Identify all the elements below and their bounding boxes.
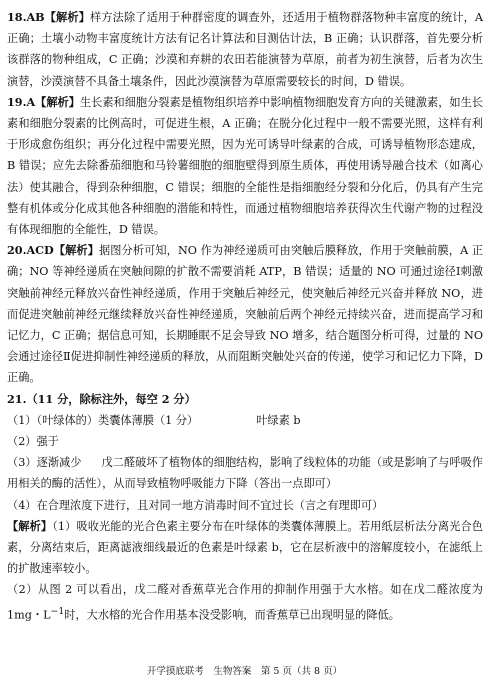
- explanation-21-2-sup: −1: [50, 605, 65, 617]
- answer-19: [7, 92, 483, 240]
- answer-18-text: 样方法除了适用于种群密度的调查外，还适用于植物群落物种丰富度的统计，A 正确；土壤小动物丰富度统计方法有记名计算法和目测估计法，B 正确；认识群落，首先要分析该群落的物种组成，C 正确；沙漠和弃耕的农田若能演替为草原，前者为初生演替，后者为次生演替，沙漠演替不具备土壤条件，因此沙漠演替为草原需要较长的时间，D 错误。: [7, 11, 483, 88]
- document-body: [7, 7, 483, 626]
- answer-21-4: （4）在合理浓度下进行，且对同一地方消毒时间不宜过长（言之有理即可）: [7, 498, 384, 512]
- explanation-21-head: 【解析】: [7, 518, 53, 533]
- answer-19-head: 19.A【解析】: [7, 94, 80, 109]
- answer-21-3-right: 戊二醛破坏了植物体的细胞结构，影响了线粒体的功能（或是影响了与呼吸作用相关的酶的活性），从而导致植物呼吸能力下降（答出一点即可）: [7, 456, 483, 491]
- answer-18-head: 18.AB【解析】: [7, 10, 91, 24]
- page-footer: 开学摸底联考 生物答案 第 5 页（共 8 页）: [146, 666, 343, 677]
- answer-21-1: [7, 410, 483, 431]
- explanation-21-2-a: （2）从图 2 可以看出，戊二醛对香蕉草光合作用的抑制作用强于大水榕。如在戊二醛浓度为 1mg・L: [7, 583, 483, 622]
- answer-20-head: 20.ACD【解析】: [7, 243, 99, 258]
- answer-21-1-left: （1）（叶绿体的）类囊体薄膜（1 分）: [7, 413, 199, 427]
- explanation-21-1-text: （1）吸收光能的光合色素主要分布在叶绿体的类囊体薄膜上。若用纸层析法分离光合色素，分离结束后，距离滤液细线最近的色素是叶绿素 b，它在层析液中的溶解度较小，在滤纸上的扩散速率较小。: [7, 519, 483, 576]
- answer-21-2: （2）强于: [7, 435, 59, 449]
- explanation-21-1: [7, 516, 483, 580]
- answer-21-1-right: 叶绿素 b: [256, 413, 301, 427]
- answer-18: [7, 7, 483, 92]
- answer-21-head: 21.（11 分，除标注外，每空 2 分）: [7, 391, 196, 406]
- answer-21-3-left: （3）逐渐减少: [7, 456, 82, 470]
- explanation-21-2-b: 时，大水榕的光合作用基本没受影响，而香蕉草已出现明显的降低。: [64, 608, 400, 622]
- answer-21-3: [7, 452, 483, 494]
- answer-20-text: 据图分析可知，NO 作为神经递质可由突触后膜释放，作用于突触前膜，A 正确；NO 等神经递质在突触间隙的扩散不需要消耗 ATP，B 错误；适量的 NO 可通过途径Ⅰ刺激突触前神经元释放兴奋性神经递质，作用于突触后神经元，使突触后神经元兴奋并释放 NO，进而促进突触前神经元继续释放兴奋性神经递质，突触前后两个神经元持续兴奋，进而提高学习和记忆力，C 正确；据信息可知，长期睡眠不足会导致 NO 增多，结合题图分析可得，过量的 NO 会通过途径Ⅱ促进抑制性神经递质的释放，从而阻断突触处兴奋的传递，使学习和记忆力下降，D 正确。: [7, 244, 484, 385]
- answer-19-text: 生长素和细胞分裂素是植物组织培养中影响植物细胞发育方向的关键激素，如生长素和细胞分裂素的比例高时，可促进生根，A 正确；在脱分化过程中一般不需要光照，这样有利于形成愈伤组织；再分化过程中需要光照，因为光可诱导叶绿素的合成，可诱导植物形态建成，B 错误；应先去除番茄细胞和马铃薯细胞的细胞壁得到原生质体，再使用诱导融合技术（如离心法）使其融合，得到杂种细胞，C 错误；细胞的全能性是指细胞经分裂和分化后，仍具有产生完整有机体或分化成其他各种细胞的潜能和特性，而通过植物细胞培养获得次生代谢产物的过程没有体现细胞的全能性，D 错误。: [7, 95, 483, 237]
- explanation-21-2: [7, 579, 483, 625]
- answer-20: [7, 240, 483, 388]
